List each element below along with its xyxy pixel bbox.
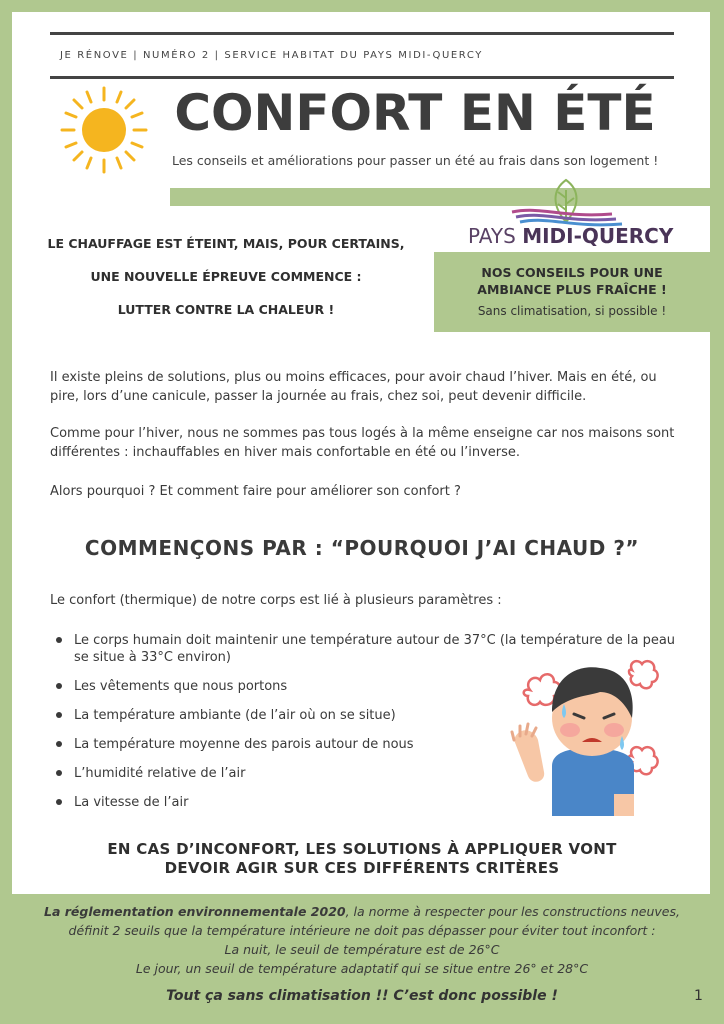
intro-headings	[30, 236, 422, 335]
intro-line-2: UNE NOUVELLE ÉPREUVE COMMENCE :	[90, 269, 362, 284]
section-title: COMMENÇONS PAR : “POURQUOI J’AI CHAUD ?”	[84, 536, 640, 560]
bullet-icon	[56, 637, 62, 643]
footer-tagline: Tout ça sans climatisation !! C’est donc possible !	[166, 988, 558, 1004]
bullet-icon	[56, 741, 62, 747]
hot-person-illustration	[508, 656, 668, 818]
list-item-text: La température ambiante (de l’air où on se situe)	[74, 708, 396, 723]
advice-callout	[434, 252, 710, 332]
conclusion-line-2: DEVOIR AGIR SUR CES DIFFÉRENTS CRITÈRES	[164, 859, 560, 877]
intro-line-3: LUTTER CONTRE LA CHALEUR !	[117, 302, 335, 317]
list-item-text: La vitesse de l’air	[74, 795, 189, 810]
list-item-text: Le corps humain doit maintenir une température autour de 37°C (la température de la peau se situe à 33°C environ)	[74, 633, 676, 665]
bullet-icon	[56, 799, 62, 805]
regulation-line-4: Le jour, un seuil de température adaptatif qui se situe entre 26° et 28°C	[135, 961, 589, 976]
panel-connector	[12, 188, 170, 208]
paragraph-3: Alors pourquoi ? Et comment faire pour améliorer son confort ?	[50, 484, 461, 499]
regulation-line-2: définit 2 seuils que la température intérieure ne doit pas dépasser pour éviter tout inconfort :	[68, 923, 656, 938]
conclusion-line-1: EN CAS D’INCONFORT, LES SOLUTIONS À APPLIQUER VONT	[107, 840, 617, 858]
header-rule	[50, 76, 674, 79]
intro-line-1: LE CHAUFFAGE EST ÉTEINT, MAIS, POUR CERTAINS,	[47, 236, 405, 251]
sun-icon	[58, 84, 150, 176]
list-item-text: Les vêtements que nous portons	[74, 679, 288, 694]
paragraph-1: Il existe pleins de solutions, plus ou moins efficaces, pour avoir chaud l’hiver. Mais en été, ou pire, lors d’une canicule, passer la journée au frais, chez soi, peut devenir difficile.	[50, 370, 657, 404]
page-subtitle: Les conseils et améliorations pour passer un été au frais dans son logement !	[172, 153, 659, 168]
page-title: CONFORT EN ÉTÉ	[174, 84, 656, 142]
paragraph-2: Comme pour l’hiver, nous ne sommes pas tous logés à la même enseigne car nos maisons sont différentes : inchauffables en hiver mais confortable en été ou l’inverse.	[50, 426, 675, 460]
advice-subtitle: Sans climatisation, si possible !	[477, 304, 667, 318]
regulation-name: La réglementation environnementale 2020	[44, 904, 346, 919]
bullet-icon	[56, 712, 62, 718]
advice-title	[434, 264, 710, 298]
list-item-text: L’humidité relative de l’air	[74, 766, 246, 781]
bullet-icon	[56, 683, 62, 689]
regulation-line-1	[24, 902, 700, 921]
bullet-icon	[56, 770, 62, 776]
section-lead: Le confort (thermique) de notre corps est lié à plusieurs paramètres :	[50, 593, 502, 608]
logo-name: MIDI-QUERCY	[522, 224, 674, 248]
list-item-text: La température moyenne des parois autour de nous	[74, 737, 414, 752]
regulation-line-3: La nuit, le seuil de température est de 26°C	[224, 942, 500, 957]
logo-wordmark	[468, 224, 673, 248]
regulation-line-1-rest: , la norme à respecter pour les constructions neuves,	[345, 904, 680, 919]
regulation-note	[24, 902, 700, 978]
conclusion-heading	[30, 840, 694, 878]
newsletter-header-line: JE RÉNOVE | NUMÉRO 2 | SERVICE HABITAT DU PAYS MIDI-QUERCY	[60, 50, 483, 61]
advice-title-line-1: NOS CONSEILS POUR UNE	[481, 265, 663, 280]
top-rule	[50, 32, 674, 35]
logo-prefix: PAYS	[468, 224, 516, 248]
advice-title-line-2: AMBIANCE PLUS FRAÎCHE !	[477, 282, 667, 297]
page-number: 1	[694, 988, 703, 1004]
